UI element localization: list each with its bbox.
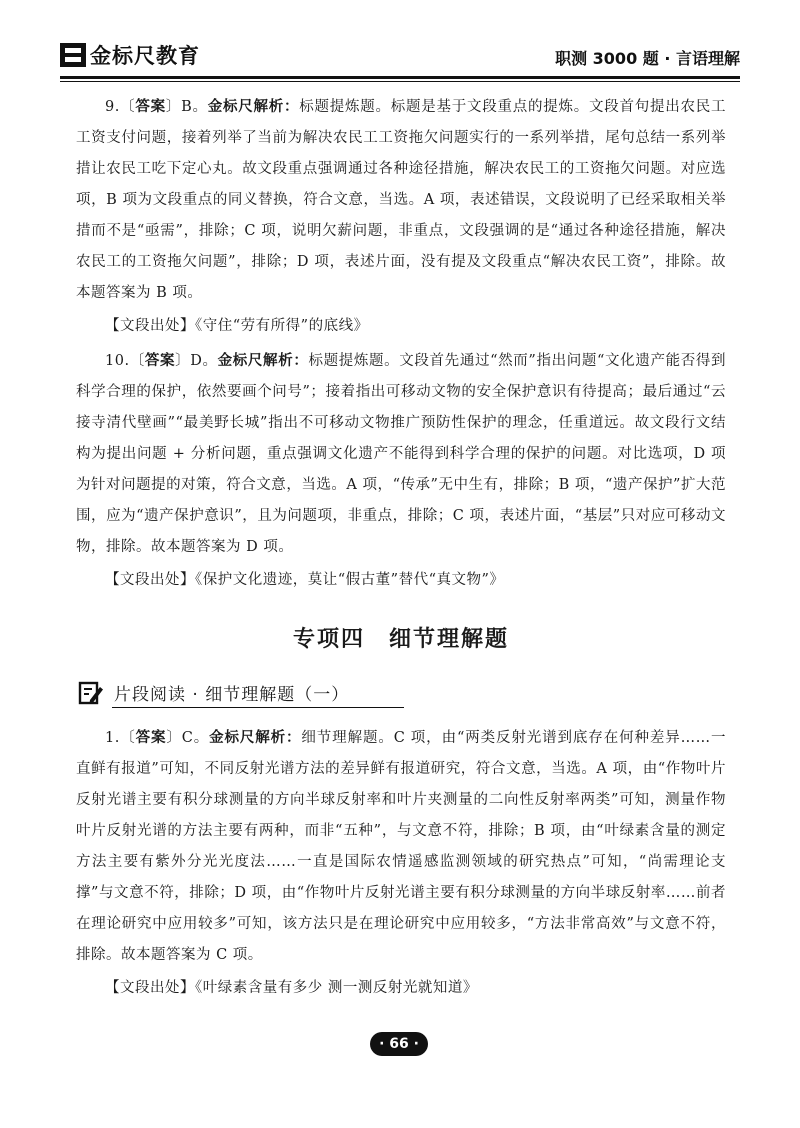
answer-label: 答案 — [135, 730, 167, 746]
answer-label: 答案 — [144, 353, 176, 369]
subsection-heading — [76, 677, 726, 711]
page-content — [76, 92, 726, 1004]
question-9-source: 【文段出处】《守住“劳有所得”的底线》 — [105, 318, 369, 334]
question-9-text: 标题提炼题。标题是基于文段重点的提炼。文段首句提出农民工工资支付问题，接着列举了当前为解决农民工工资拖欠问题实行的一系列举措，尾句总结一系列举措让农民工吃下定心丸。故文段重点强调通过各种途径措施，解决农民工的工资拖欠问题。对应选项，B 项为文段重点的同义替换，符合文意，当选。A 项，表述错误，文段说明了已经采取相关举措而不是“亟需”，排除；C 项，说明欠薪问题，非重点，文段强调的是“通过各种途径措施，解决农民工的工资拖欠问题”，排除；D 项，表述片面，没有提及文段重点“解决农民工资”，排除。故本题答案为 B 项。 — [76, 99, 726, 301]
book-title: 职测 3000 题 · 言语理解 — [555, 49, 740, 68]
analysis-label: 金标尺解析： — [207, 99, 300, 115]
question-10-source: 【文段出处】《保护文化遗迹，莫让“假古董”替代“真文物”》 — [105, 572, 505, 588]
question-1-source: 【文段出处】《叶绿素含量有多少 测一测反射光就知道》 — [105, 980, 478, 996]
logo-text: 金标尺教育 — [90, 44, 200, 68]
question-1-analysis: 1.〔答案〕C。金标尺解析：细节理解题。C 项，由“两类反射光谱到底存在何种差异……一直鲜有报道”可知，不同反射光谱方法的差异鲜有报道研究，符合文意，当选。A 项，由“作物叶片反射光谱主要有积分球测量的方向半球反射率和叶片夹测量的二向性反射率两类”可知，测量作物叶片反射光谱的方法主要有两种，而非“五种”，与文意不符，排除；B 项，由“叶绿素含量的测定方法主要有紫外分光光度法……一直是国际农情遥感监测领域的研究热点”可知，“尚需理论支撑”与文意不符，排除；D 项，由“作物叶片反射光谱主要有积分球测量的方向半球反射率……前者在理论研究中应用较多”可知，该方法只是在理论研究中应用较多，“方法非常高效”与文意不符，排除。故本题答案为 C 项。 — [76, 730, 726, 963]
question-10-text: 标题提炼题。文段首先通过“然而”指出问题“文化遗产能否得到科学合理的保护，依然要画个问号”；接着指出可移动文物的安全保护意识有待提高；最后通过“云接寺清代壁画”“最美野长城”指出不可移动文物推广预防性保护的理念，任重道远。故文段行文结构为提出问题 + 分析问题，重点强调文化遗产不能得到科学合理的保护的问题。对比选项，D 项为针对问题提的对策，符合文意，当选。A 项，“传承”无中生有，排除；B 项，“遗产保护”扩大范围，应为“遗产保护意识”，且为问题项，非重点，排除；C 项，表述片面，“基层”只对应可移动文物，排除。故本题答案为 D 项。 — [76, 353, 726, 555]
page-number: · 66 · — [370, 1032, 428, 1056]
edit-note-icon — [78, 679, 104, 705]
subsection-title: 片段阅读 · 细节理解题（一） — [114, 685, 350, 705]
brand-logo — [60, 42, 200, 68]
subsection-underline — [112, 707, 404, 708]
analysis-label: 金标尺解析： — [217, 353, 309, 369]
question-10-analysis: 10.〔答案〕D。金标尺解析：标题提炼题。文段首先通过“然而”指出问题“文化遗产能否得到科学合理的保护，依然要画个问号”；接着指出可移动文物的安全保护意识有待提高；最后通过“云接寺清代壁画”“最美野长城”指出不可移动文物推广预防性保护的理念，任重道远。故文段行文结构为提出问题 + 分析问题，重点强调文化遗产不能得到科学合理的保护的问题。对比选项，D 项为针对问题提的对策，符合文意，当选。A 项，“传承”无中生有，排除；B 项，“遗产保护”扩大范围，应为“遗产保护意识”，且为问题项，非重点，排除；C 项，表述片面，“基层”只对应可移动文物，排除。故本题答案为 D 项。 — [76, 353, 726, 555]
answer-label: 答案 — [135, 99, 166, 115]
logo-mark-icon — [60, 43, 86, 67]
header-rule-thin — [60, 81, 740, 82]
question-1-text: 细节理解题。C 项，由“两类反射光谱到底存在何种差异……一直鲜有报道”可知，不同反射光谱方法的差异鲜有报道研究，符合文意，当选。A 项，由“作物叶片反射光谱主要有积分球测量的方向半球反射率和叶片夹测量的二向性反射率两类”可知，测量作物叶片反射光谱的方法主要有两种，而非“五种”，与文意不符，排除；B 项，由“叶绿素含量的测定方法主要有紫外分光光度法……一直是国际农情遥感监测领域的研究热点”可知，“尚需理论支撑”与文意不符，排除；D 项，由“作物叶片反射光谱主要有积分球测量的方向半球反射率……前者在理论研究中应用较多”可知，该方法只是在理论研究中应用较多，“方法非常高效”与文意不符，排除。故本题答案为 C 项。 — [76, 730, 726, 963]
section-title: 专项四 细节理解题 — [292, 627, 509, 652]
question-9-analysis: 9.〔答案〕B。金标尺解析：标题提炼题。标题是基于文段重点的提炼。文段首句提出农民工工资支付问题，接着列举了当前为解决农民工工资拖欠问题实行的一系列举措，尾句总结一系列举措让农民工吃下定心丸。故文段重点强调通过各种途径措施，解决农民工的工资拖欠问题。对应选项，B 项为文段重点的同义替换，符合文意，当选。A 项，表述错误，文段说明了已经采取相关举措而不是“亟需”，排除；C 项，说明欠薪问题，非重点，文段强调的是“通过各种途径措施，解决农民工的工资拖欠问题”，排除；D 项，表述片面，没有提及文段重点“解决农民工资”，排除。故本题答案为 B 项。 — [76, 99, 726, 301]
analysis-label: 金标尺解析： — [209, 730, 302, 746]
page-header — [60, 36, 740, 76]
header-rule-thick — [60, 76, 740, 79]
